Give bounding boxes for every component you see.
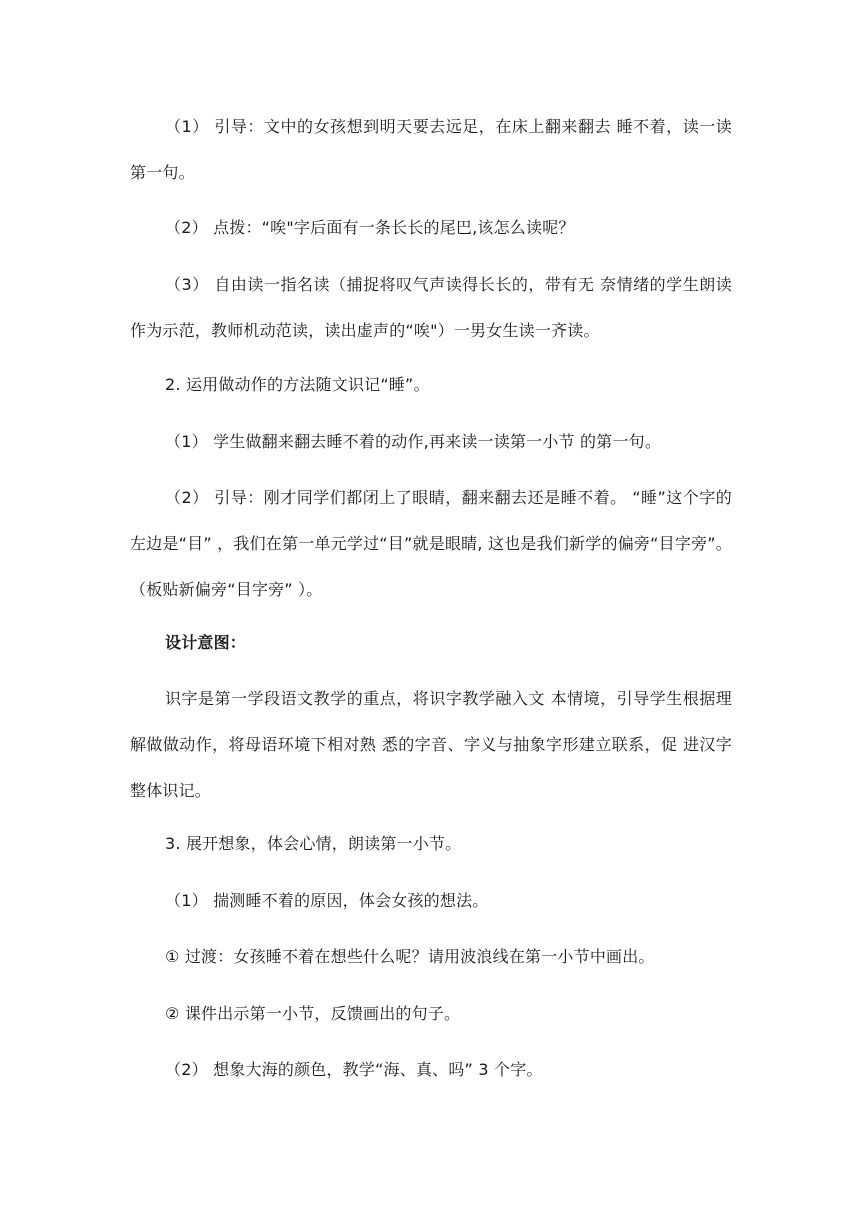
paragraph-point-2: （2） 点拨：“唉"字后面有一条长长的尾巴,该怎么读呢？ <box>165 218 575 237</box>
paragraph-transition-1: ① 过渡：女孩睡不着在想些什么呢？请用波浪线在第一小节中画出。 <box>165 947 655 966</box>
paragraph-read-3: （3） 自由读一指名读（捕捉将叹气声读得长长的，带有无 奈情绪的学生朗读作为示范，教师机动范读，读出虚声的“唉"）一男女生读一齐读。 <box>130 275 732 340</box>
paragraph-section-3: 3. 展开想象，体会心情，朗读第一小节。 <box>165 834 462 853</box>
paragraph-action-1: （1） 学生做翻来翻去睡不着的动作,再来读一读第一小节 的第一句。 <box>165 432 662 451</box>
paragraph-guess-1: （1） 揣测睡不着的原因，体会女孩的想法。 <box>165 891 489 910</box>
paragraph-slide-2: ② 课件出示第一小节，反馈画出的句子。 <box>165 1004 461 1023</box>
paragraph-section-2: 2. 运用做动作的方法随文识记“睡”。 <box>165 375 430 394</box>
paragraph-imagine-2: （2） 想象大海的颜色，教学“海、真、吗” 3 个字。 <box>165 1060 543 1079</box>
paragraph-guide-1: （1） 引导：文中的女孩想到明天要去远足，在床上翻来翻去 睡不着，读一读第一句。 <box>130 117 732 182</box>
design-intent-body: 识字是第一学段语文教学的重点，将识字教学融入文 本情境，引导学生根据理解做做动作，将母语环境下相对熟 悉的字音、字义与抽象字形建立联系，促 进汉字整体识记。 <box>130 689 732 800</box>
paragraph-guide-2: （2） 引导：刚才同学们都闭上了眼睛，翻来翻去还是睡不着。 “睡”这个字的左边是“目” ，我们在第一单元学过“目”就是眼睛, 这也是我们新学的偏旁“目字旁”。（板贴新偏旁“目字旁” ）。 <box>130 488 732 599</box>
design-intent-heading: 设计意图： <box>165 633 247 652</box>
